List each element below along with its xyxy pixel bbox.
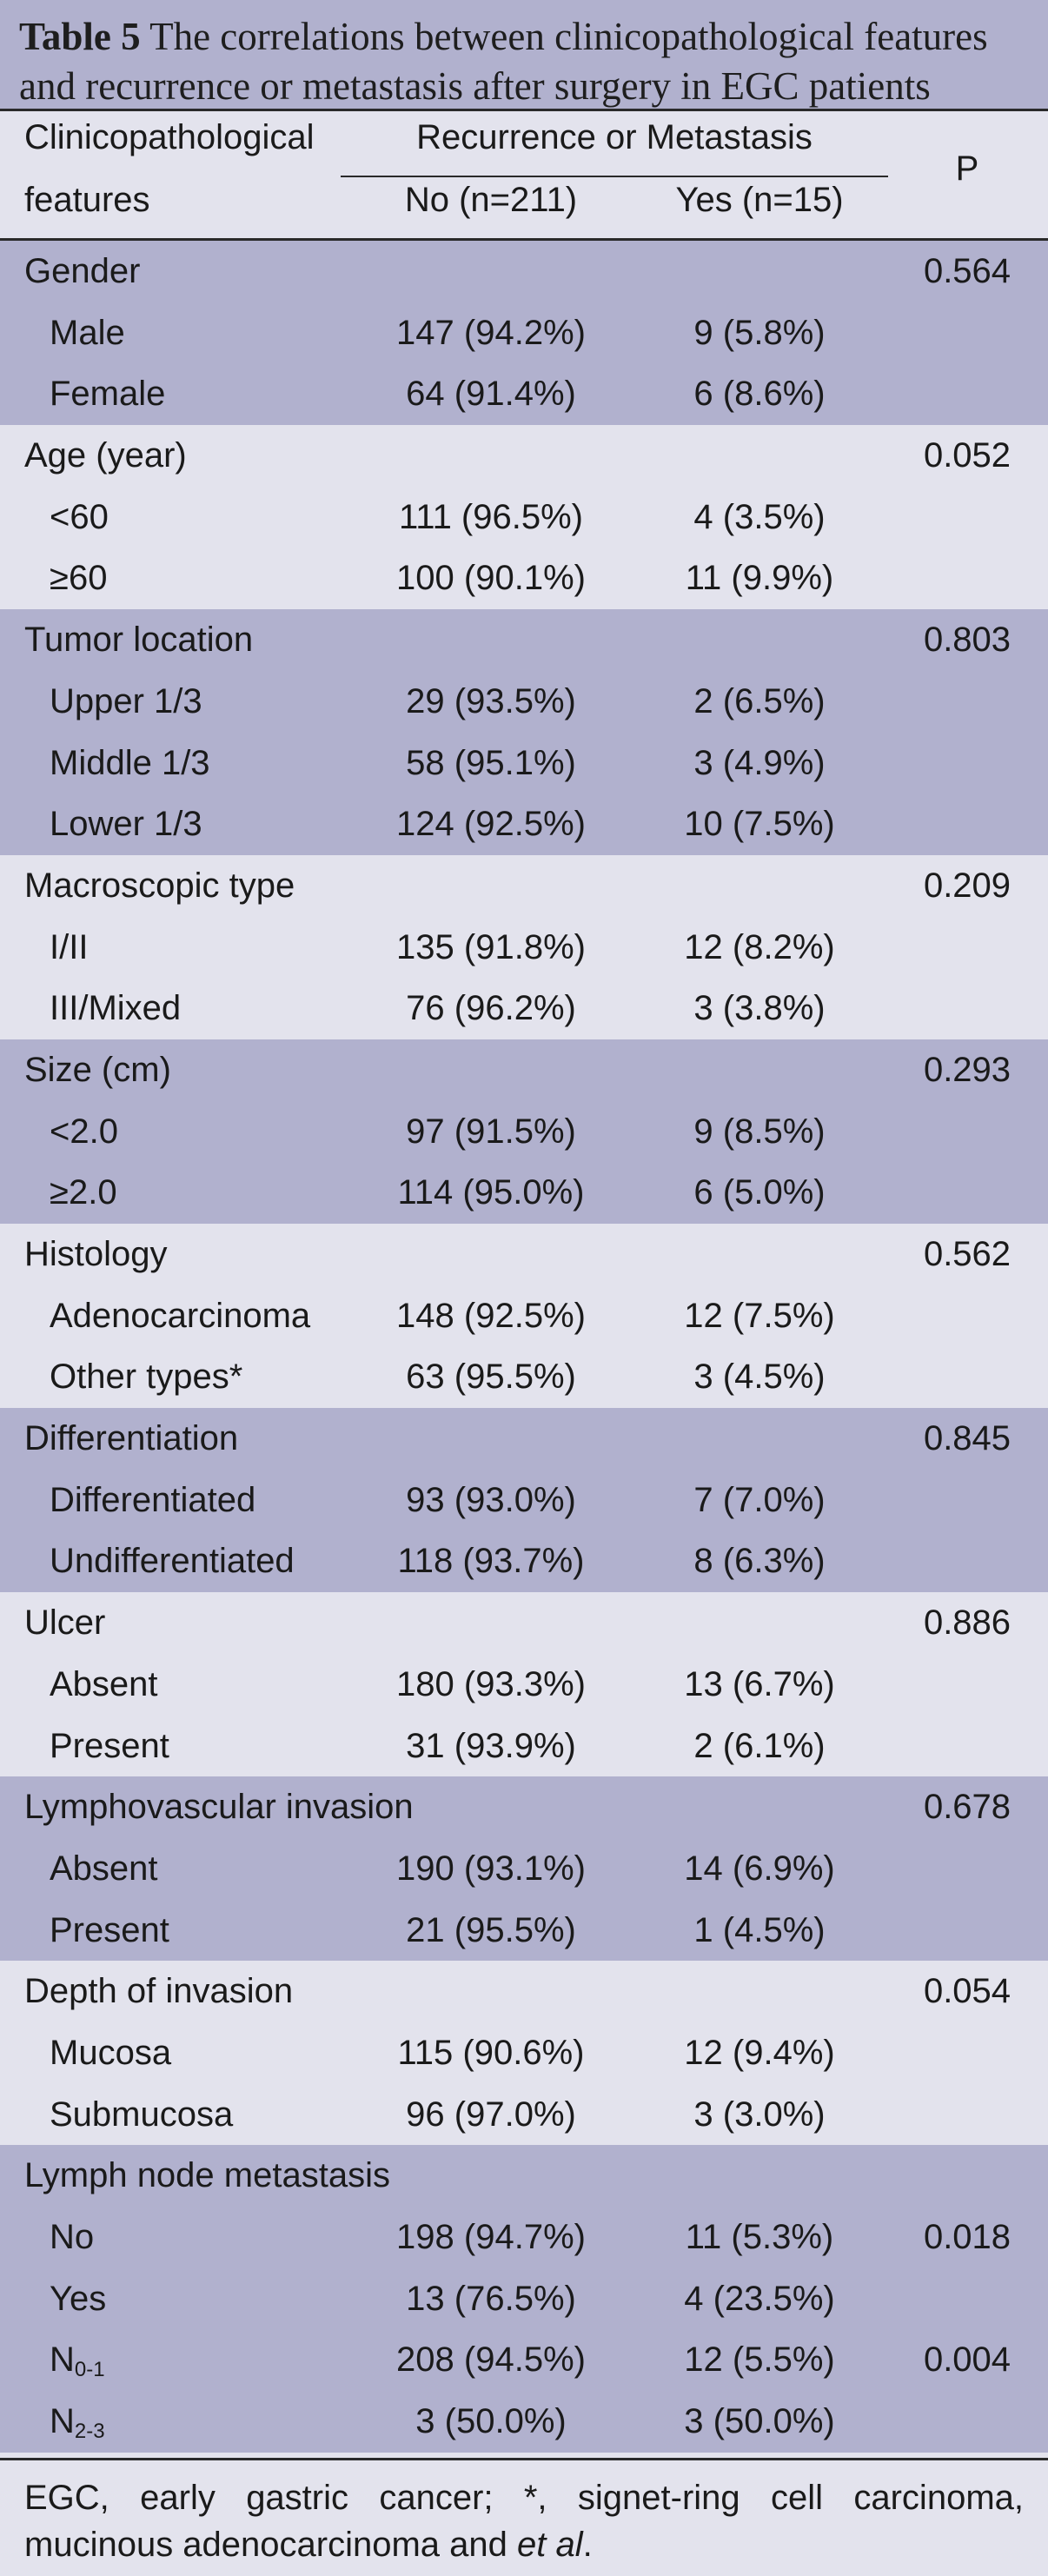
- table-row: [0, 302, 1048, 364]
- group-name: Tumor location: [24, 621, 254, 660]
- group-header-row: [0, 2145, 1048, 2207]
- no-count: 13 (76.5%): [406, 2279, 576, 2318]
- row-label-text: Yes: [50, 2279, 107, 2318]
- group-name: Lymph node metastasis: [24, 2156, 390, 2195]
- header-yes: Yes (n=15): [675, 181, 844, 219]
- row-label-text: Present: [50, 1910, 169, 1949]
- row-label-text: ≥2.0: [50, 1173, 117, 1212]
- row-label: [50, 1900, 169, 1962]
- table-row: [0, 671, 1048, 733]
- table-row: [0, 2207, 1048, 2268]
- table-number: Table 5: [19, 15, 141, 58]
- no-count: 118 (93.7%): [397, 1542, 585, 1581]
- table-footnote: [0, 2458, 1048, 2576]
- row-label: [50, 1101, 118, 1163]
- no-count: 190 (93.1%): [396, 1849, 586, 1888]
- group-p-value: 0.052: [923, 436, 1012, 475]
- row-label-text: Other types*: [50, 1358, 243, 1397]
- group-header-row: [0, 1776, 1048, 1838]
- no-count: 124 (92.5%): [396, 805, 586, 844]
- row-label-text: I/II: [50, 927, 89, 966]
- group-header-row: [0, 1408, 1048, 1470]
- table-row: [0, 2084, 1048, 2146]
- row-label-text: III/Mixed: [50, 989, 182, 1028]
- row-label: [50, 671, 202, 733]
- row-label-text: N: [50, 2340, 75, 2380]
- group-p-value: 0.678: [923, 1788, 1012, 1827]
- yes-count: 1 (4.5%): [693, 1910, 826, 1949]
- row-label-text: Mucosa: [50, 2033, 172, 2072]
- table-row: [0, 1900, 1048, 1962]
- table-row: [0, 733, 1048, 794]
- row-group: [0, 609, 1048, 855]
- table-row: [0, 1470, 1048, 1531]
- group-name: Histology: [24, 1235, 168, 1273]
- group-p-value: 0.803: [923, 621, 1012, 660]
- no-count: 111 (96.5%): [399, 497, 583, 536]
- yes-count: 8 (6.3%): [693, 1542, 826, 1581]
- group-name: Differentiation: [24, 1419, 239, 1458]
- header-feature-line1: Clinicopathological: [24, 118, 315, 156]
- row-label-text: ≥60: [50, 559, 108, 598]
- row-group: [0, 1039, 1048, 1224]
- table-row: [0, 793, 1048, 855]
- group-p-value: 0.293: [923, 1050, 1012, 1089]
- row-label: [50, 2207, 94, 2268]
- group-p-value: 0.845: [923, 1419, 1012, 1458]
- row-label-text: <60: [50, 497, 109, 536]
- table-row: [0, 1838, 1048, 1900]
- no-count: 100 (90.1%): [396, 559, 586, 598]
- row-label-text: Middle 1/3: [50, 743, 210, 782]
- yes-count: 9 (8.5%): [693, 1112, 826, 1151]
- row-label: [50, 1285, 310, 1347]
- group-header-row: [0, 1592, 1048, 1654]
- no-count: 135 (91.8%): [396, 927, 586, 966]
- row-label: [50, 2268, 106, 2330]
- row-label: [50, 1346, 242, 1408]
- group-p-value: 0.562: [923, 1235, 1012, 1273]
- group-name: Macroscopic type: [24, 866, 295, 905]
- group-p-value: 0.886: [923, 1603, 1012, 1643]
- no-count: 29 (93.5%): [406, 681, 576, 720]
- group-name: Ulcer: [24, 1603, 106, 1643]
- row-label-text: Adenocarcinoma: [50, 1296, 311, 1335]
- footnote-end: .: [582, 2526, 593, 2564]
- group-name: Lymphovascular invasion: [24, 1788, 414, 1827]
- yes-count: 3 (3.8%): [693, 989, 826, 1028]
- no-count: 208 (94.5%): [396, 2340, 586, 2380]
- header-feature-line2: features: [24, 181, 150, 219]
- row-label: [50, 1530, 295, 1592]
- row-label: [50, 2084, 233, 2146]
- yes-count: 3 (4.9%): [693, 743, 826, 782]
- yes-count: 2 (6.1%): [693, 1726, 826, 1765]
- no-count: 31 (93.9%): [406, 1726, 576, 1765]
- table-row: [0, 548, 1048, 609]
- no-count: 198 (94.7%): [396, 2218, 586, 2256]
- row-label-text: Undifferentiated: [50, 1542, 295, 1581]
- yes-count: 13 (6.7%): [684, 1664, 835, 1703]
- row-group: [0, 1776, 1048, 1961]
- table-row: [0, 2268, 1048, 2330]
- row-label-subscript: 2-3: [74, 2420, 105, 2444]
- no-count: 147 (94.2%): [396, 313, 586, 352]
- yes-count: 7 (7.0%): [693, 1480, 826, 1519]
- row-group: [0, 1592, 1048, 1776]
- no-count: 97 (91.5%): [406, 1112, 576, 1151]
- no-count: 93 (93.0%): [406, 1480, 576, 1519]
- group-name: Depth of invasion: [24, 1972, 294, 2011]
- group-header-row: [0, 1224, 1048, 1285]
- header-rule: [341, 176, 888, 177]
- header-p: P: [955, 149, 979, 188]
- group-name: Size (cm): [24, 1050, 171, 1089]
- group-header-row: [0, 1039, 1048, 1101]
- yes-count: 11 (9.9%): [685, 559, 834, 598]
- row-group: [0, 1224, 1048, 1408]
- no-count: 64 (91.4%): [406, 375, 576, 414]
- no-count: 115 (90.6%): [397, 2033, 585, 2072]
- row-label: [50, 917, 88, 979]
- yes-count: 6 (8.6%): [693, 375, 826, 414]
- table-row: [0, 363, 1048, 425]
- row-label-text: Differentiated: [50, 1480, 256, 1519]
- yes-count: 12 (9.4%): [684, 2033, 835, 2072]
- row-label: [50, 978, 181, 1039]
- row-label-text: Submucosa: [50, 2095, 234, 2134]
- row-label: [50, 793, 202, 855]
- header-group-label: Recurrence or Metastasis: [416, 118, 813, 156]
- group-header-row: [0, 241, 1048, 302]
- row-label-subscript: 0-1: [74, 2358, 105, 2382]
- yes-count: 9 (5.8%): [693, 313, 826, 352]
- row-label-text: No: [50, 2218, 95, 2256]
- row-label: [50, 548, 107, 609]
- no-count: 21 (95.5%): [406, 1910, 576, 1949]
- table-row: [0, 978, 1048, 1039]
- table-title: [0, 0, 1048, 111]
- header-no: No (n=211): [404, 181, 578, 219]
- row-group: [0, 1408, 1048, 1592]
- row-label: [50, 2022, 171, 2084]
- yes-count: 12 (5.5%): [684, 2340, 835, 2380]
- table-header: [0, 111, 1048, 241]
- group-name: Gender: [24, 252, 141, 290]
- yes-count: 14 (6.9%): [684, 1849, 835, 1888]
- no-count: 58 (95.1%): [406, 743, 576, 782]
- table-row: [0, 1101, 1048, 1163]
- row-label-text: Female: [50, 375, 166, 414]
- group-header-row: [0, 609, 1048, 671]
- yes-count: 12 (8.2%): [684, 927, 835, 966]
- row-label: [50, 487, 109, 548]
- table-row: [0, 1285, 1048, 1347]
- group-header-row: [0, 425, 1048, 487]
- row-group: [0, 1961, 1048, 2145]
- table-row: [0, 1162, 1048, 1224]
- row-label-text: Upper 1/3: [50, 681, 202, 720]
- row-label-text: Lower 1/3: [50, 805, 202, 844]
- footnote-text: EGC, early gastric cancer; *, signet-ring cell carcinoma, mucinous adenocarcinoma and: [24, 2479, 1024, 2564]
- group-name: Age (year): [24, 436, 187, 475]
- row-label-text: Absent: [50, 1664, 158, 1703]
- group-p-value: 0.209: [923, 866, 1012, 905]
- table-row: [0, 1654, 1048, 1716]
- row-label: [50, 1716, 169, 1777]
- yes-count: 3 (50.0%): [684, 2402, 835, 2441]
- row-group: [0, 855, 1048, 1039]
- yes-count: 2 (6.5%): [693, 681, 826, 720]
- row-group: [0, 241, 1048, 425]
- row-label-text: Male: [50, 313, 125, 352]
- yes-count: 6 (5.0%): [693, 1173, 826, 1212]
- no-count: 96 (97.0%): [406, 2095, 576, 2134]
- group-header-row: [0, 1961, 1048, 2022]
- no-count: 114 (95.0%): [397, 1173, 585, 1212]
- table-row: [0, 2391, 1048, 2453]
- yes-count: 4 (23.5%): [684, 2279, 835, 2318]
- group-p-value: 0.564: [923, 252, 1012, 290]
- row-label: [50, 733, 210, 794]
- table-row: [0, 1530, 1048, 1592]
- yes-count: 4 (3.5%): [693, 497, 826, 536]
- table-body: [0, 241, 1048, 2453]
- table-row: [0, 1716, 1048, 1777]
- row-label-text: N: [50, 2402, 75, 2441]
- no-count: 148 (92.5%): [396, 1296, 586, 1335]
- yes-count: 11 (5.3%): [685, 2218, 834, 2256]
- row-label-text: Present: [50, 1726, 169, 1765]
- row-group: [0, 425, 1048, 609]
- table-row: [0, 2022, 1048, 2084]
- row-label: [50, 302, 125, 364]
- no-count: 3 (50.0%): [415, 2402, 567, 2441]
- row-group: [0, 2145, 1048, 2452]
- footnote-italic: et al: [517, 2526, 583, 2564]
- row-label: [50, 363, 165, 425]
- row-label-text: <2.0: [50, 1112, 118, 1151]
- row-label: [50, 1162, 117, 1224]
- yes-count: 3 (3.0%): [693, 2095, 826, 2134]
- no-count: 63 (95.5%): [406, 1358, 576, 1397]
- row-label-text: Absent: [50, 1849, 158, 1888]
- table-row: [0, 2329, 1048, 2391]
- row-p-value: 0.018: [923, 2218, 1012, 2256]
- table-row: [0, 917, 1048, 979]
- row-p-value: 0.004: [923, 2340, 1012, 2380]
- row-label: [50, 2391, 105, 2463]
- no-count: 180 (93.3%): [396, 1664, 586, 1703]
- no-count: 76 (96.2%): [406, 989, 576, 1028]
- row-label: [50, 1654, 158, 1716]
- yes-count: 3 (4.5%): [693, 1358, 826, 1397]
- table-row: [0, 1346, 1048, 1408]
- row-label: [50, 1838, 158, 1900]
- row-label: [50, 1470, 255, 1531]
- yes-count: 12 (7.5%): [684, 1296, 835, 1335]
- group-p-value: 0.054: [923, 1972, 1012, 2011]
- table-caption: The correlations between clinicopathological features and recurrence or metastasis after surgery in EGC patients: [19, 15, 988, 108]
- table-row: [0, 487, 1048, 548]
- group-header-row: [0, 855, 1048, 917]
- yes-count: 10 (7.5%): [684, 805, 835, 844]
